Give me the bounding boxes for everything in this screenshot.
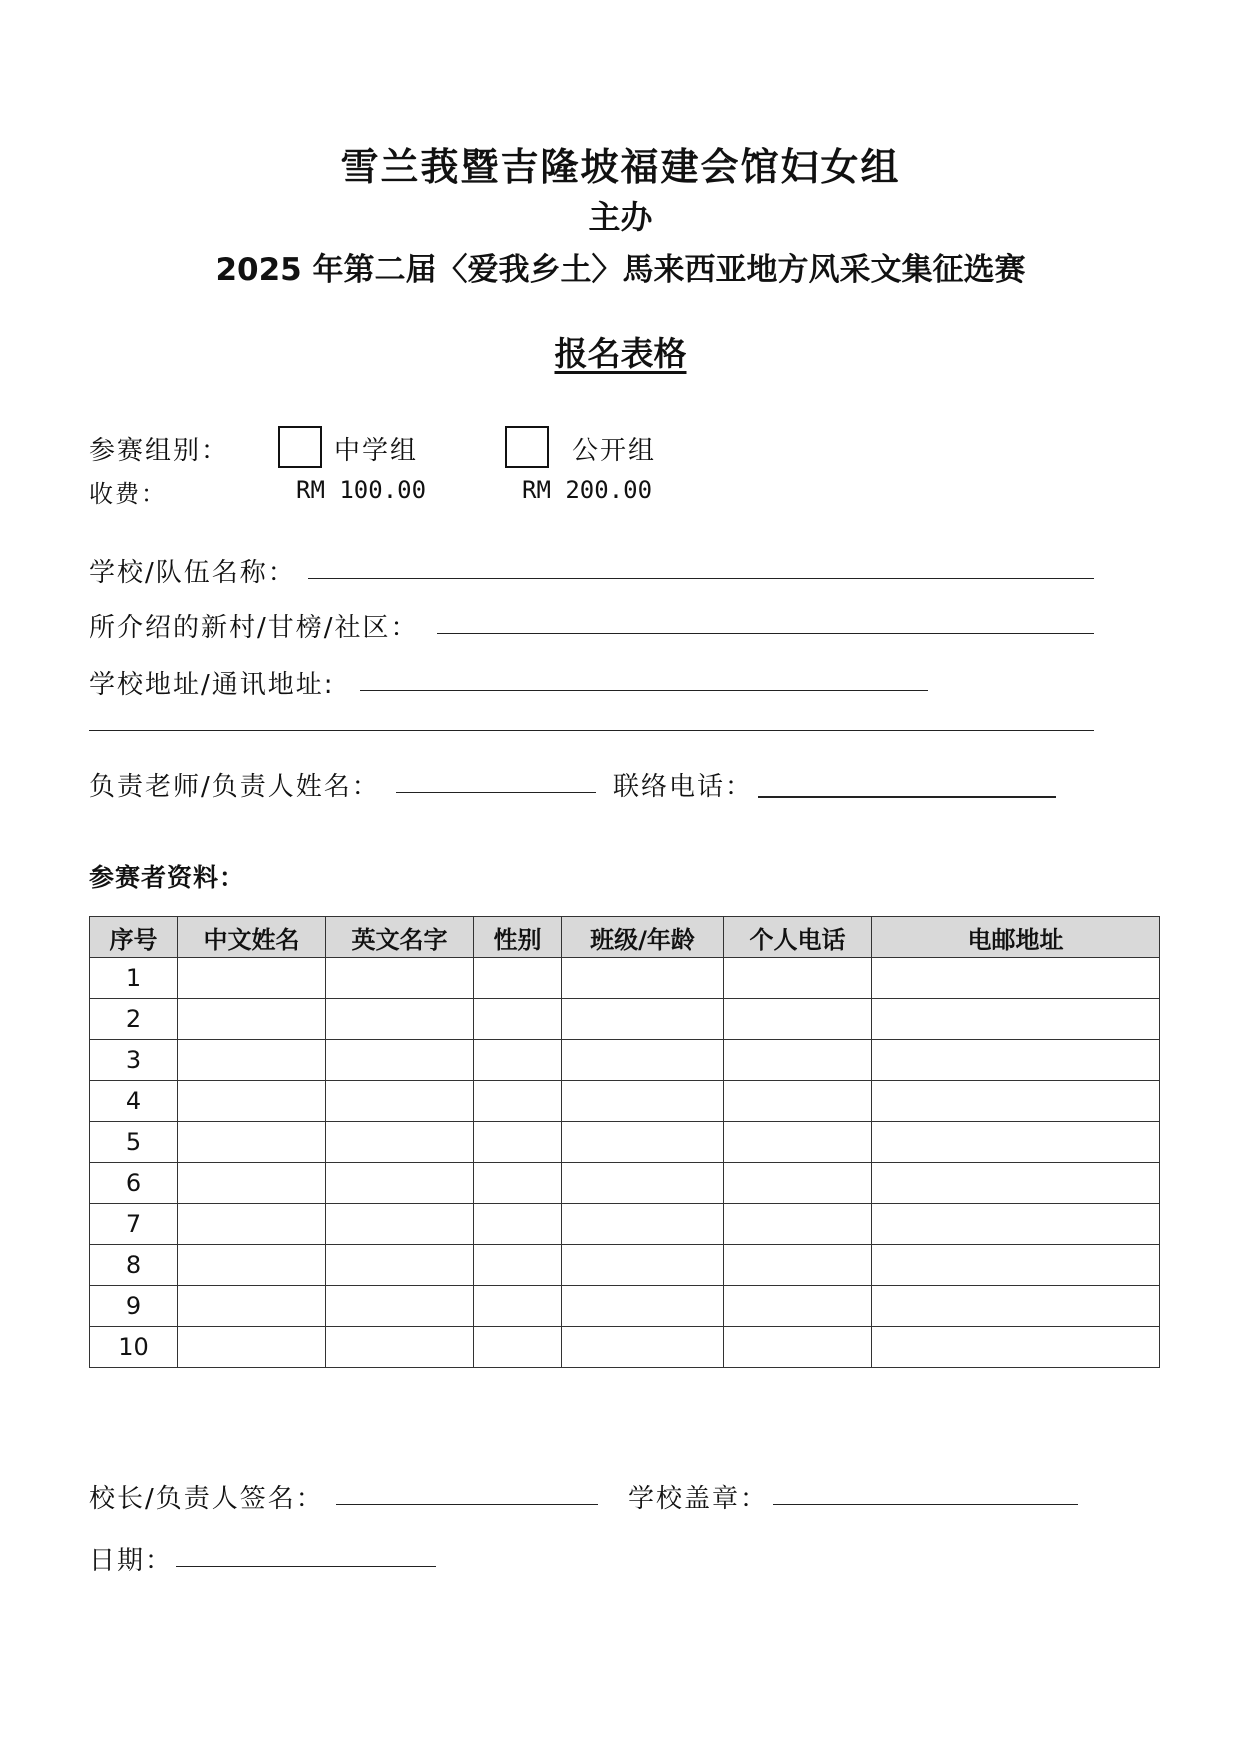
table-cell-input[interactable]: [474, 1040, 562, 1081]
table-cell-input[interactable]: [872, 1327, 1160, 1368]
table-cell-input[interactable]: [562, 1122, 724, 1163]
phone-input-line[interactable]: [758, 796, 1056, 798]
table-row: [90, 1204, 1160, 1245]
row-number: 2: [90, 999, 178, 1040]
table-cell-input[interactable]: [872, 1163, 1160, 1204]
secondary-fee: RM 100.00: [296, 476, 427, 504]
column-header: 中文姓名: [178, 917, 326, 958]
table-cell-input[interactable]: [326, 1081, 474, 1122]
row-number: 5: [90, 1122, 178, 1163]
participants-table-body: [90, 958, 1160, 1368]
table-row: [90, 999, 1160, 1040]
table-cell-input[interactable]: [724, 1327, 872, 1368]
table-row: [90, 1081, 1160, 1122]
table-cell-input[interactable]: [724, 1245, 872, 1286]
table-row: [90, 1122, 1160, 1163]
date-input-line[interactable]: [176, 1566, 436, 1567]
row-number: 4: [90, 1081, 178, 1122]
table-cell-input[interactable]: [326, 958, 474, 999]
table-row: [90, 1286, 1160, 1327]
table-cell-input[interactable]: [178, 1327, 326, 1368]
secondary-option-label: 中学组: [334, 436, 419, 466]
address-input-line-2[interactable]: [89, 730, 1094, 731]
row-number: 6: [90, 1163, 178, 1204]
table-cell-input[interactable]: [724, 999, 872, 1040]
table-cell-input[interactable]: [562, 1163, 724, 1204]
table-cell-input[interactable]: [326, 1204, 474, 1245]
column-header: 班级/年龄: [562, 917, 724, 958]
row-number: 9: [90, 1286, 178, 1327]
stamp-label: 学校盖章：: [628, 1484, 769, 1514]
host-label: 主办: [588, 198, 653, 236]
table-cell-input[interactable]: [326, 1286, 474, 1327]
school-name-input-line[interactable]: [308, 578, 1094, 579]
fee-label: 收费：: [89, 480, 167, 508]
table-cell-input[interactable]: [178, 1040, 326, 1081]
table-cell-input[interactable]: [326, 1245, 474, 1286]
stamp-input-line[interactable]: [773, 1504, 1078, 1505]
column-header: 序号: [90, 917, 178, 958]
table-cell-input[interactable]: [326, 1327, 474, 1368]
participants-table: [89, 916, 1160, 1368]
table-cell-input[interactable]: [724, 1204, 872, 1245]
table-cell-input[interactable]: [178, 1204, 326, 1245]
open-option-label: 公开组: [572, 436, 657, 466]
table-cell-input[interactable]: [178, 1081, 326, 1122]
table-cell-input[interactable]: [474, 1081, 562, 1122]
table-cell-input[interactable]: [178, 1245, 326, 1286]
table-cell-input[interactable]: [724, 1122, 872, 1163]
table-cell-input[interactable]: [724, 1040, 872, 1081]
category-label: 参赛组别：: [89, 436, 230, 466]
table-cell-input[interactable]: [474, 1286, 562, 1327]
table-cell-input[interactable]: [474, 1245, 562, 1286]
event-title: 2025 年第二届〈爱我乡土〉馬来西亚地方风采文集征选赛: [215, 252, 1026, 288]
participants-section-label: 参赛者资料：: [89, 863, 246, 892]
table-cell-input[interactable]: [326, 1040, 474, 1081]
table-cell-input[interactable]: [724, 1163, 872, 1204]
column-header: 电邮地址: [872, 917, 1160, 958]
table-cell-input[interactable]: [724, 1286, 872, 1327]
signature-input-line[interactable]: [336, 1504, 598, 1505]
row-number: 3: [90, 1040, 178, 1081]
table-row: [90, 1327, 1160, 1368]
table-cell-input[interactable]: [724, 1081, 872, 1122]
table-cell-input[interactable]: [872, 999, 1160, 1040]
open-checkbox[interactable]: [505, 426, 549, 468]
table-cell-input[interactable]: [872, 1245, 1160, 1286]
table-cell-input[interactable]: [872, 1081, 1160, 1122]
table-cell-input[interactable]: [178, 1286, 326, 1327]
open-fee: RM 200.00: [522, 476, 653, 504]
signature-label: 校长/负责人签名：: [89, 1484, 324, 1514]
village-label: 所介绍的新村/甘榜/社区：: [89, 613, 419, 643]
teacher-label: 负责老师/负责人姓名：: [89, 772, 380, 802]
table-row: [90, 1040, 1160, 1081]
table-row: [90, 1245, 1160, 1286]
table-cell-input[interactable]: [474, 1204, 562, 1245]
table-cell-input[interactable]: [872, 1204, 1160, 1245]
table-row: [90, 958, 1160, 999]
table-cell-input[interactable]: [178, 1163, 326, 1204]
table-cell-input[interactable]: [474, 1122, 562, 1163]
table-cell-input[interactable]: [562, 1327, 724, 1368]
table-cell-input[interactable]: [562, 1286, 724, 1327]
address-input-line[interactable]: [360, 690, 928, 691]
table-cell-input[interactable]: [474, 958, 562, 999]
table-cell-input[interactable]: [178, 999, 326, 1040]
column-header: 英文名字: [326, 917, 474, 958]
table-cell-input[interactable]: [326, 1163, 474, 1204]
table-cell-input[interactable]: [724, 958, 872, 999]
row-number: 10: [90, 1327, 178, 1368]
table-cell-input[interactable]: [562, 1040, 724, 1081]
table-cell-input[interactable]: [178, 1122, 326, 1163]
column-header: 个人电话: [724, 917, 872, 958]
table-cell-input[interactable]: [562, 1204, 724, 1245]
organizer-title: 雪兰莪暨吉隆坡福建会馆妇女组: [340, 145, 901, 189]
table-cell-input[interactable]: [562, 999, 724, 1040]
village-input-line[interactable]: [437, 633, 1094, 634]
table-cell-input[interactable]: [872, 1286, 1160, 1327]
table-header-row: [90, 917, 1160, 958]
table-cell-input[interactable]: [872, 1040, 1160, 1081]
table-cell-input[interactable]: [562, 1081, 724, 1122]
column-header: 性别: [474, 917, 562, 958]
row-number: 1: [90, 958, 178, 999]
phone-label: 联络电话：: [613, 772, 754, 802]
table-cell-input[interactable]: [474, 1163, 562, 1204]
form-title: 报名表格: [554, 334, 687, 373]
table-cell-input[interactable]: [326, 1122, 474, 1163]
table-cell-input[interactable]: [326, 999, 474, 1040]
table-cell-input[interactable]: [562, 958, 724, 999]
table-cell-input[interactable]: [872, 1122, 1160, 1163]
table-cell-input[interactable]: [178, 958, 326, 999]
row-number: 8: [90, 1245, 178, 1286]
secondary-checkbox[interactable]: [278, 426, 322, 468]
row-number: 7: [90, 1204, 178, 1245]
table-cell-input[interactable]: [474, 1327, 562, 1368]
table-cell-input[interactable]: [872, 958, 1160, 999]
table-cell-input[interactable]: [562, 1245, 724, 1286]
address-label: 学校地址/通讯地址:: [89, 670, 335, 700]
table-row: [90, 1163, 1160, 1204]
school-name-label: 学校/队伍名称：: [89, 558, 296, 588]
teacher-input-line[interactable]: [396, 792, 596, 793]
date-label: 日期：: [89, 1546, 174, 1576]
table-cell-input[interactable]: [474, 999, 562, 1040]
